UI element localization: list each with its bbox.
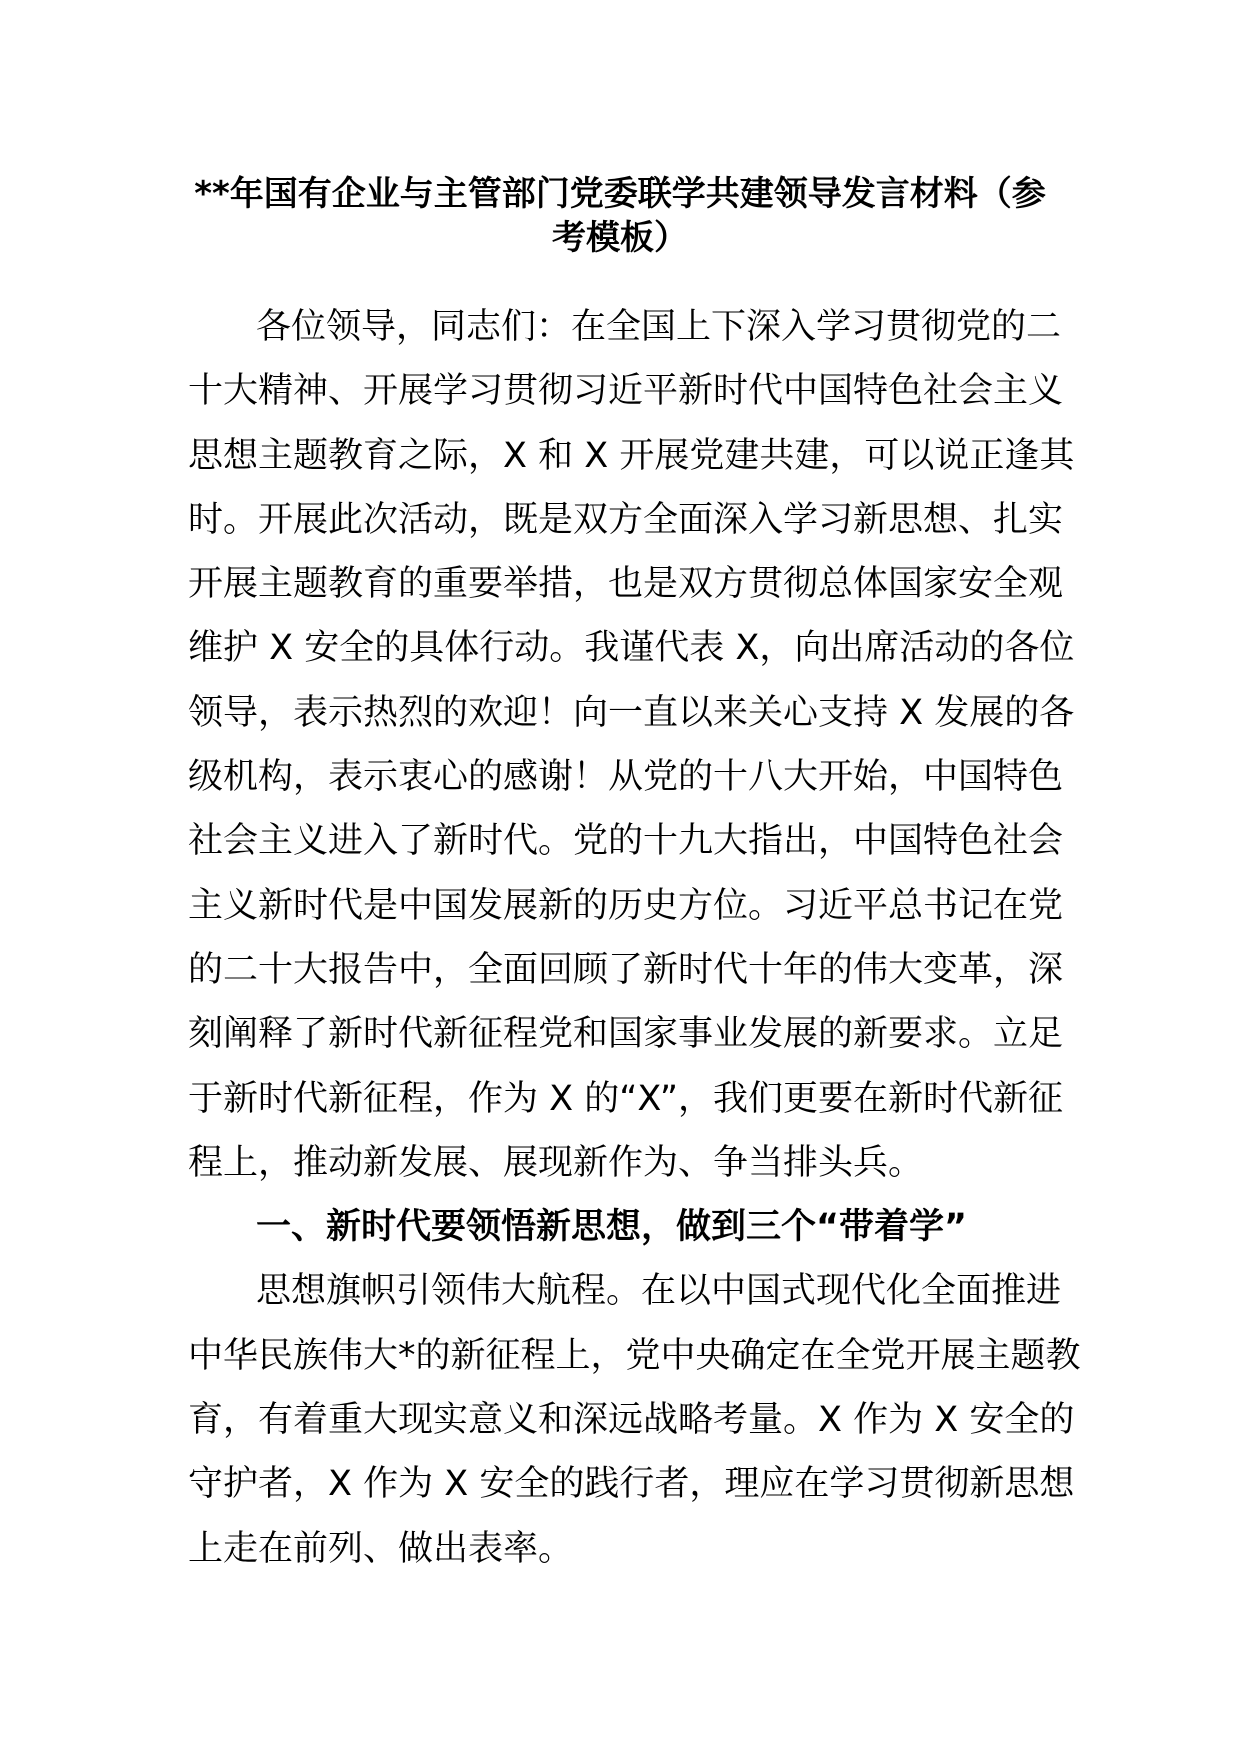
text-line: 上走在前列、做出表率。 (188, 1528, 574, 1569)
text-line: 守护者，X 作为 X 安全的践行者，理应在学习贯彻新思想 (188, 1464, 1075, 1505)
text-line: 社会主义进入了新时代。党的十九大指出，中国特色社会 (188, 821, 1064, 862)
text-line: 一、新时代要领悟新思想，做到三个“带着学” (256, 1207, 968, 1248)
text-line: 各位领导，同志们：在全国上下深入学习贯彻党的二 (256, 307, 1062, 347)
document-title (150, 172, 1090, 260)
text-line: 于新时代新征程，作为 X 的“X”，我们更要在新时代新征 (188, 1078, 1064, 1119)
text-line: 刻阐释了新时代新征程党和国家事业发展的新要求。立足 (188, 1014, 1064, 1055)
text-line: 领导，表示热烈的欢迎！向一直以来关心支持 X 发展的各 (188, 692, 1075, 733)
text-line: 思想主题教育之际，X 和 X 开展党建共建，可以说正逢其 (188, 435, 1075, 476)
paragraph (188, 295, 1075, 1195)
section-heading (188, 1195, 1050, 1259)
text-line: 时。开展此次活动，既是双方全面深入学习新思想、扎实 (188, 499, 1064, 540)
text-line: 主义新时代是中国发展新的历史方位。习近平总书记在党 (188, 885, 1064, 926)
text-line: 级机构，表示衷心的感谢！从党的十八大开始，中国特色 (188, 757, 1064, 798)
text-line: 思想旗帜引领伟大航程。在以中国式现代化全面推进 (256, 1271, 1062, 1312)
text-line: 的二十大报告中，全面回顾了新时代十年的伟大变革，深 (188, 949, 1064, 990)
title-line: 考模板） (552, 218, 688, 258)
title-line: **年国有企业与主管部门党委联学共建领导发言材料（参 (194, 174, 1046, 214)
paragraph (188, 1259, 1081, 1580)
text-line: 维护 X 安全的具体行动。我谨代表 X，向出席活动的各位 (188, 628, 1075, 669)
document-body (188, 295, 1081, 1581)
text-line: 十大精神、开展学习贯彻习近平新时代中国特色社会主义 (188, 371, 1064, 412)
text-line: 中华民族伟大*的新征程上，党中央确定在全党开展主题教 (188, 1335, 1081, 1376)
text-line: 程上，推动新发展、展现新作为、争当排头兵。 (188, 1142, 924, 1183)
text-line: 育，有着重大现实意义和深远战略考量。X 作为 X 安全的 (188, 1400, 1075, 1441)
text-line: 开展主题教育的重要举措，也是双方贯彻总体国家安全观 (188, 564, 1064, 605)
